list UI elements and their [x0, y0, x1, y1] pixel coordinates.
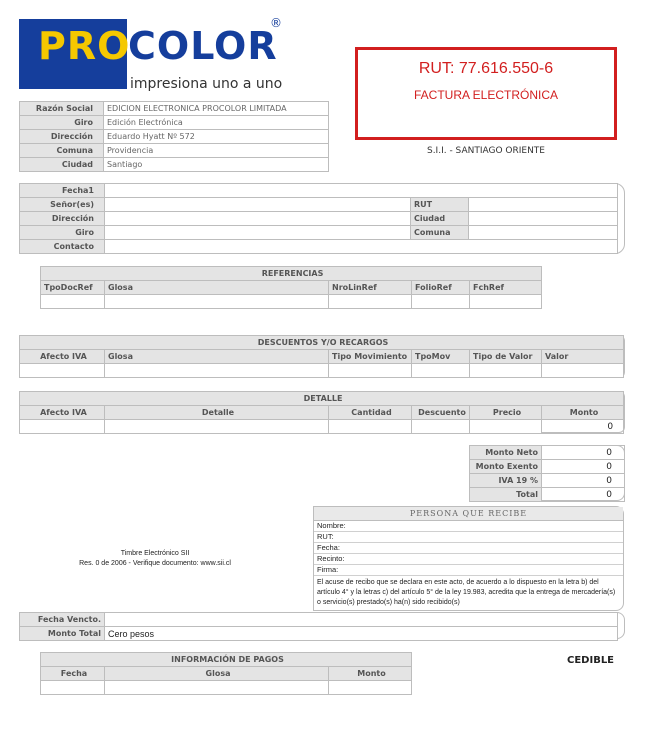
rut-value [469, 198, 618, 212]
persona-field: RUT: [314, 532, 623, 543]
column-header: Valor [542, 350, 624, 364]
fecha-value [105, 184, 618, 198]
comuna-value [469, 226, 618, 240]
table-row [20, 420, 624, 434]
table-row [41, 295, 542, 309]
persona-field: Fecha: [314, 543, 623, 554]
comuna-label: Comuna [411, 226, 469, 240]
emisor-value: EDICION ELECTRONICA PROCOLOR LIMITADA [104, 102, 329, 116]
monto-total-label: Monto Total [20, 627, 105, 641]
total-label: Monto Neto [470, 446, 542, 460]
column-header: FchRef [470, 281, 542, 295]
total-label: IVA 19 % [470, 474, 542, 488]
ciudad-value [469, 212, 618, 226]
vencimiento-block [19, 612, 625, 639]
column-header: TpoDocRef [41, 281, 105, 295]
column-header: Glosa [105, 281, 329, 295]
emisor-value: Providencia [104, 144, 329, 158]
giro-label: Giro [20, 226, 105, 240]
monto-total-value: Cero pesos [105, 627, 618, 641]
persona-field: Nombre: [314, 521, 623, 532]
table-row [20, 364, 624, 378]
emisor-label: Comuna [20, 144, 104, 158]
emisor-label: Razón Social [20, 102, 104, 116]
total-label: Total [470, 488, 542, 502]
emisor-value: Eduardo Hyatt Nº 572 [104, 130, 329, 144]
column-header: Monto [329, 667, 412, 681]
total-value: 0 [542, 488, 625, 502]
total-value: 0 [542, 446, 625, 460]
descuentos-table [19, 335, 624, 378]
column-header: Glosa [105, 350, 329, 364]
descuentos-title: DESCUENTOS Y/O RECARGOS [20, 336, 624, 350]
emisor-value: Santiago [104, 158, 329, 172]
emisor-block [19, 101, 329, 171]
ciudad-label: Ciudad [411, 212, 469, 226]
column-header: Detalle [105, 406, 329, 420]
column-header: Cantidad [329, 406, 412, 420]
contacto-label: Contacto [20, 240, 105, 254]
emisor-row [20, 158, 329, 172]
emisor-row [20, 116, 329, 130]
receptor-block [19, 183, 625, 254]
column-header: Tipo Movimiento [329, 350, 412, 364]
registered-mark: ® [270, 16, 282, 30]
column-header: Afecto IVA [20, 406, 105, 420]
direccion-value [105, 212, 411, 226]
column-header: Precio [470, 406, 542, 420]
timbre-line: Timbre Electrónico SII [120, 550, 190, 557]
fecha-vencto-label: Fecha Vencto. [20, 613, 105, 627]
total-label: Monto Exento [470, 460, 542, 474]
document-type: FACTURA ELECTRÓNICA [413, 88, 559, 102]
persona-field: Firma: [314, 565, 623, 576]
column-header: NroLinRef [329, 281, 412, 295]
referencias-table [40, 266, 542, 309]
column-header: Descuento [412, 406, 470, 420]
referencias-title: REFERENCIAS [41, 267, 542, 281]
logo-color-text: COLOR [128, 24, 278, 68]
logo-pro-text: PRO [38, 24, 131, 68]
pagos-table [40, 652, 412, 695]
column-header: TpoMov [412, 350, 470, 364]
emisor-row [20, 102, 329, 116]
emisor-label: Dirección [20, 130, 104, 144]
persona-title: PERSONA QUE RECIBE [314, 507, 623, 521]
table-row [41, 681, 412, 695]
rut-number: RUT: 77.616.550-6 [418, 60, 554, 77]
emisor-label: Ciudad [20, 158, 104, 172]
total-value: 0 [542, 460, 625, 474]
persona-que-recibe [313, 506, 624, 611]
detalle-monto: 0 [542, 420, 624, 434]
contacto-value [105, 240, 618, 254]
column-header: Glosa [105, 667, 329, 681]
detalle-title: DETALLE [20, 392, 624, 406]
column-header: FolioRef [412, 281, 470, 295]
rut-label: RUT [411, 198, 469, 212]
timbre-line: Res. 0 de 2006 - Verifique documento: www.sii.cl [79, 560, 231, 567]
detalle-block [19, 391, 625, 433]
column-header: Tipo de Valor [470, 350, 542, 364]
emisor-row [20, 144, 329, 158]
totales-block [469, 445, 625, 501]
fecha-label: Fecha1 [20, 184, 105, 198]
fecha-vencto-value [105, 613, 618, 627]
persona-note: El acuse de recibo que se declara en este acto, de acuerdo a lo dispuesto en la letra b) del artículo 4° y la letras c) del artículo 5° de la ley 19.983, acredita que la entrega de mercadería(s) o servicio(s) prestado(s) ha(n) sido recibido(s) [317, 579, 616, 606]
column-header: Monto [542, 406, 624, 420]
emisor-value: Edición Electrónica [104, 116, 329, 130]
emisor-label: Giro [20, 116, 104, 130]
sii-office: S.I.I. - SANTIAGO ORIENTE [426, 146, 545, 156]
detalle-table [19, 391, 624, 434]
timbre-electronico [40, 549, 270, 569]
pagos-title: INFORMACIÓN DE PAGOS [41, 653, 412, 667]
descuentos-block [19, 335, 625, 378]
logo-tagline: impresiona uno a uno [130, 76, 283, 92]
column-header: Fecha [41, 667, 105, 681]
emisor-row [20, 130, 329, 144]
cedible-label: CEDIBLE [567, 655, 615, 666]
column-header: Afecto IVA [20, 350, 105, 364]
senor-label: Señor(es) [20, 198, 105, 212]
giro-value [105, 226, 411, 240]
persona-field: Recinto: [314, 554, 623, 565]
total-value: 0 [542, 474, 625, 488]
direccion-label: Dirección [20, 212, 105, 226]
senor-value [105, 198, 411, 212]
